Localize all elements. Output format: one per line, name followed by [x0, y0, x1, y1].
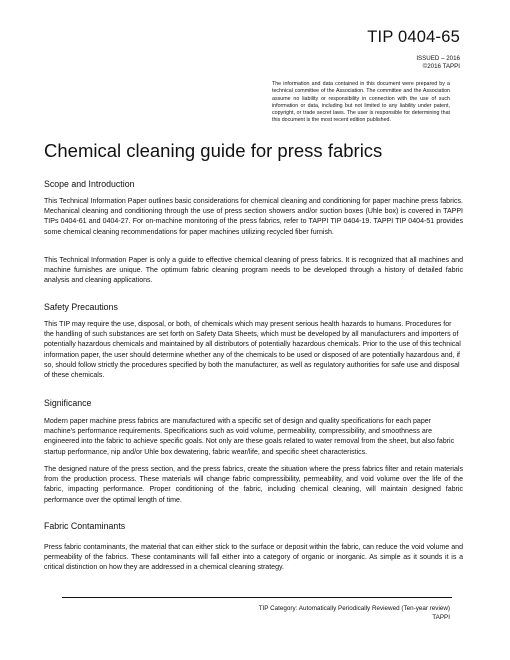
issued-date: ISSUED – 2016 — [416, 55, 460, 62]
footer-divider — [62, 597, 452, 598]
tip-category: TIP Category: Automatically Periodically Reviewed (Ten-year review) — [258, 605, 450, 612]
scope-heading: Scope and Introduction — [44, 179, 135, 189]
significance-paragraph-2: The designed nature of the press section, and the press fabrics, create the situation where the press fabrics filter and retain materials from the production process. These materials will change fabric compressibility, permeability, and void volume over the life of the fabric, impacting performance. Proper conditioning of the fabric, including chemical cleaning, will maintain designed fabric performance over the optimal length of time. — [44, 466, 463, 504]
document-title: Chemical cleaning guide for press fabrics — [44, 140, 383, 161]
contaminants-paragraph: Press fabric contaminants, the material that can either stick to the surface or deposit within the fabric, can reduce the void volume and permeability of the fabrics. These contaminants will fall either into a category of organic or inorganic. As simple as it sounds it is a critical distinction on how they are addressed in a chemical cleaning strategy. — [44, 544, 463, 572]
disclaimer: The information and data contained in this document were prepared by a technical committee of the Association. The committee and the Association assume no liability or responsibility in connection with the use of such information or data, including but not limited to any liability under patent, copyright, or trade secret laws. The user is responsible for determining that this document is the most recent edition published. — [272, 81, 450, 124]
safety-paragraph: This TIP may require the use, disposal, or both, of chemicals which may present serious health hazards to humans. Procedures for the handling of such substances are set forth on Safety Data Sheets, which must be developed by all manufacturers and importers of potentially hazardous chemicals and maintained by all distributors of potentially hazardous chemicals. Prior to the use of this technical information paper, the user should determine whether any of the chemicals to be used or disposed of are potentially hazardous and, if so, should follow strictly the procedures specified by both the manufacturer, as well as regulatory authorities for safe use and disposal of these chemicals. — [44, 321, 461, 380]
issue-info — [416, 55, 460, 72]
significance-heading: Significance — [44, 398, 92, 408]
copyright-notice: ©2016 TAPPI — [422, 63, 460, 71]
footer-org: TAPPI — [432, 614, 450, 622]
scope-paragraph-2: This Technical Information Paper is only a guide to effective chemical cleaning of press fabrics. It is recognized that all machines and machine furnishes are unique. The optimum fabric cleaning program needs to be developed through a history of detailed fabric analysis and cleaning applications. — [44, 257, 463, 285]
tip-number: TIP 0404-65 — [367, 28, 460, 46]
significance-paragraph-1: Modern paper machine press fabrics are manufactured with a specific set of design and quality specifications for each paper machine's performance requirements. Specifications such as void volume, permeability, compressibility, and smoothness are engineered into the fabric to achieve specific goals. Not only are these goals related to water removal from the sheet, but also fabric startup performance, nip and/or Uhle box dewatering, fabric wear/life, and specific sheet characteristics. — [44, 418, 455, 456]
contaminants-heading: Fabric Contaminants — [44, 521, 126, 531]
safety-heading: Safety Precautions — [44, 302, 118, 312]
scope-paragraph-1: This Technical Information Paper outlines basic considerations for chemical cleaning and conditioning for paper machine press fabrics. Mechanical cleaning and conditioning through the use of press section showers and/or suction boxes (Uhle box) is covered in TAPPI TIPs 0404-61 and 0404-27. For on-machine monitoring of the press fabrics, refer to TAPPI TIP 0404-19. TAPPI TIP 0404-51 provides some chemical cleaning recommendations for paper machines utilizing recycled fiber furnish. — [44, 198, 463, 236]
footer — [259, 604, 450, 623]
